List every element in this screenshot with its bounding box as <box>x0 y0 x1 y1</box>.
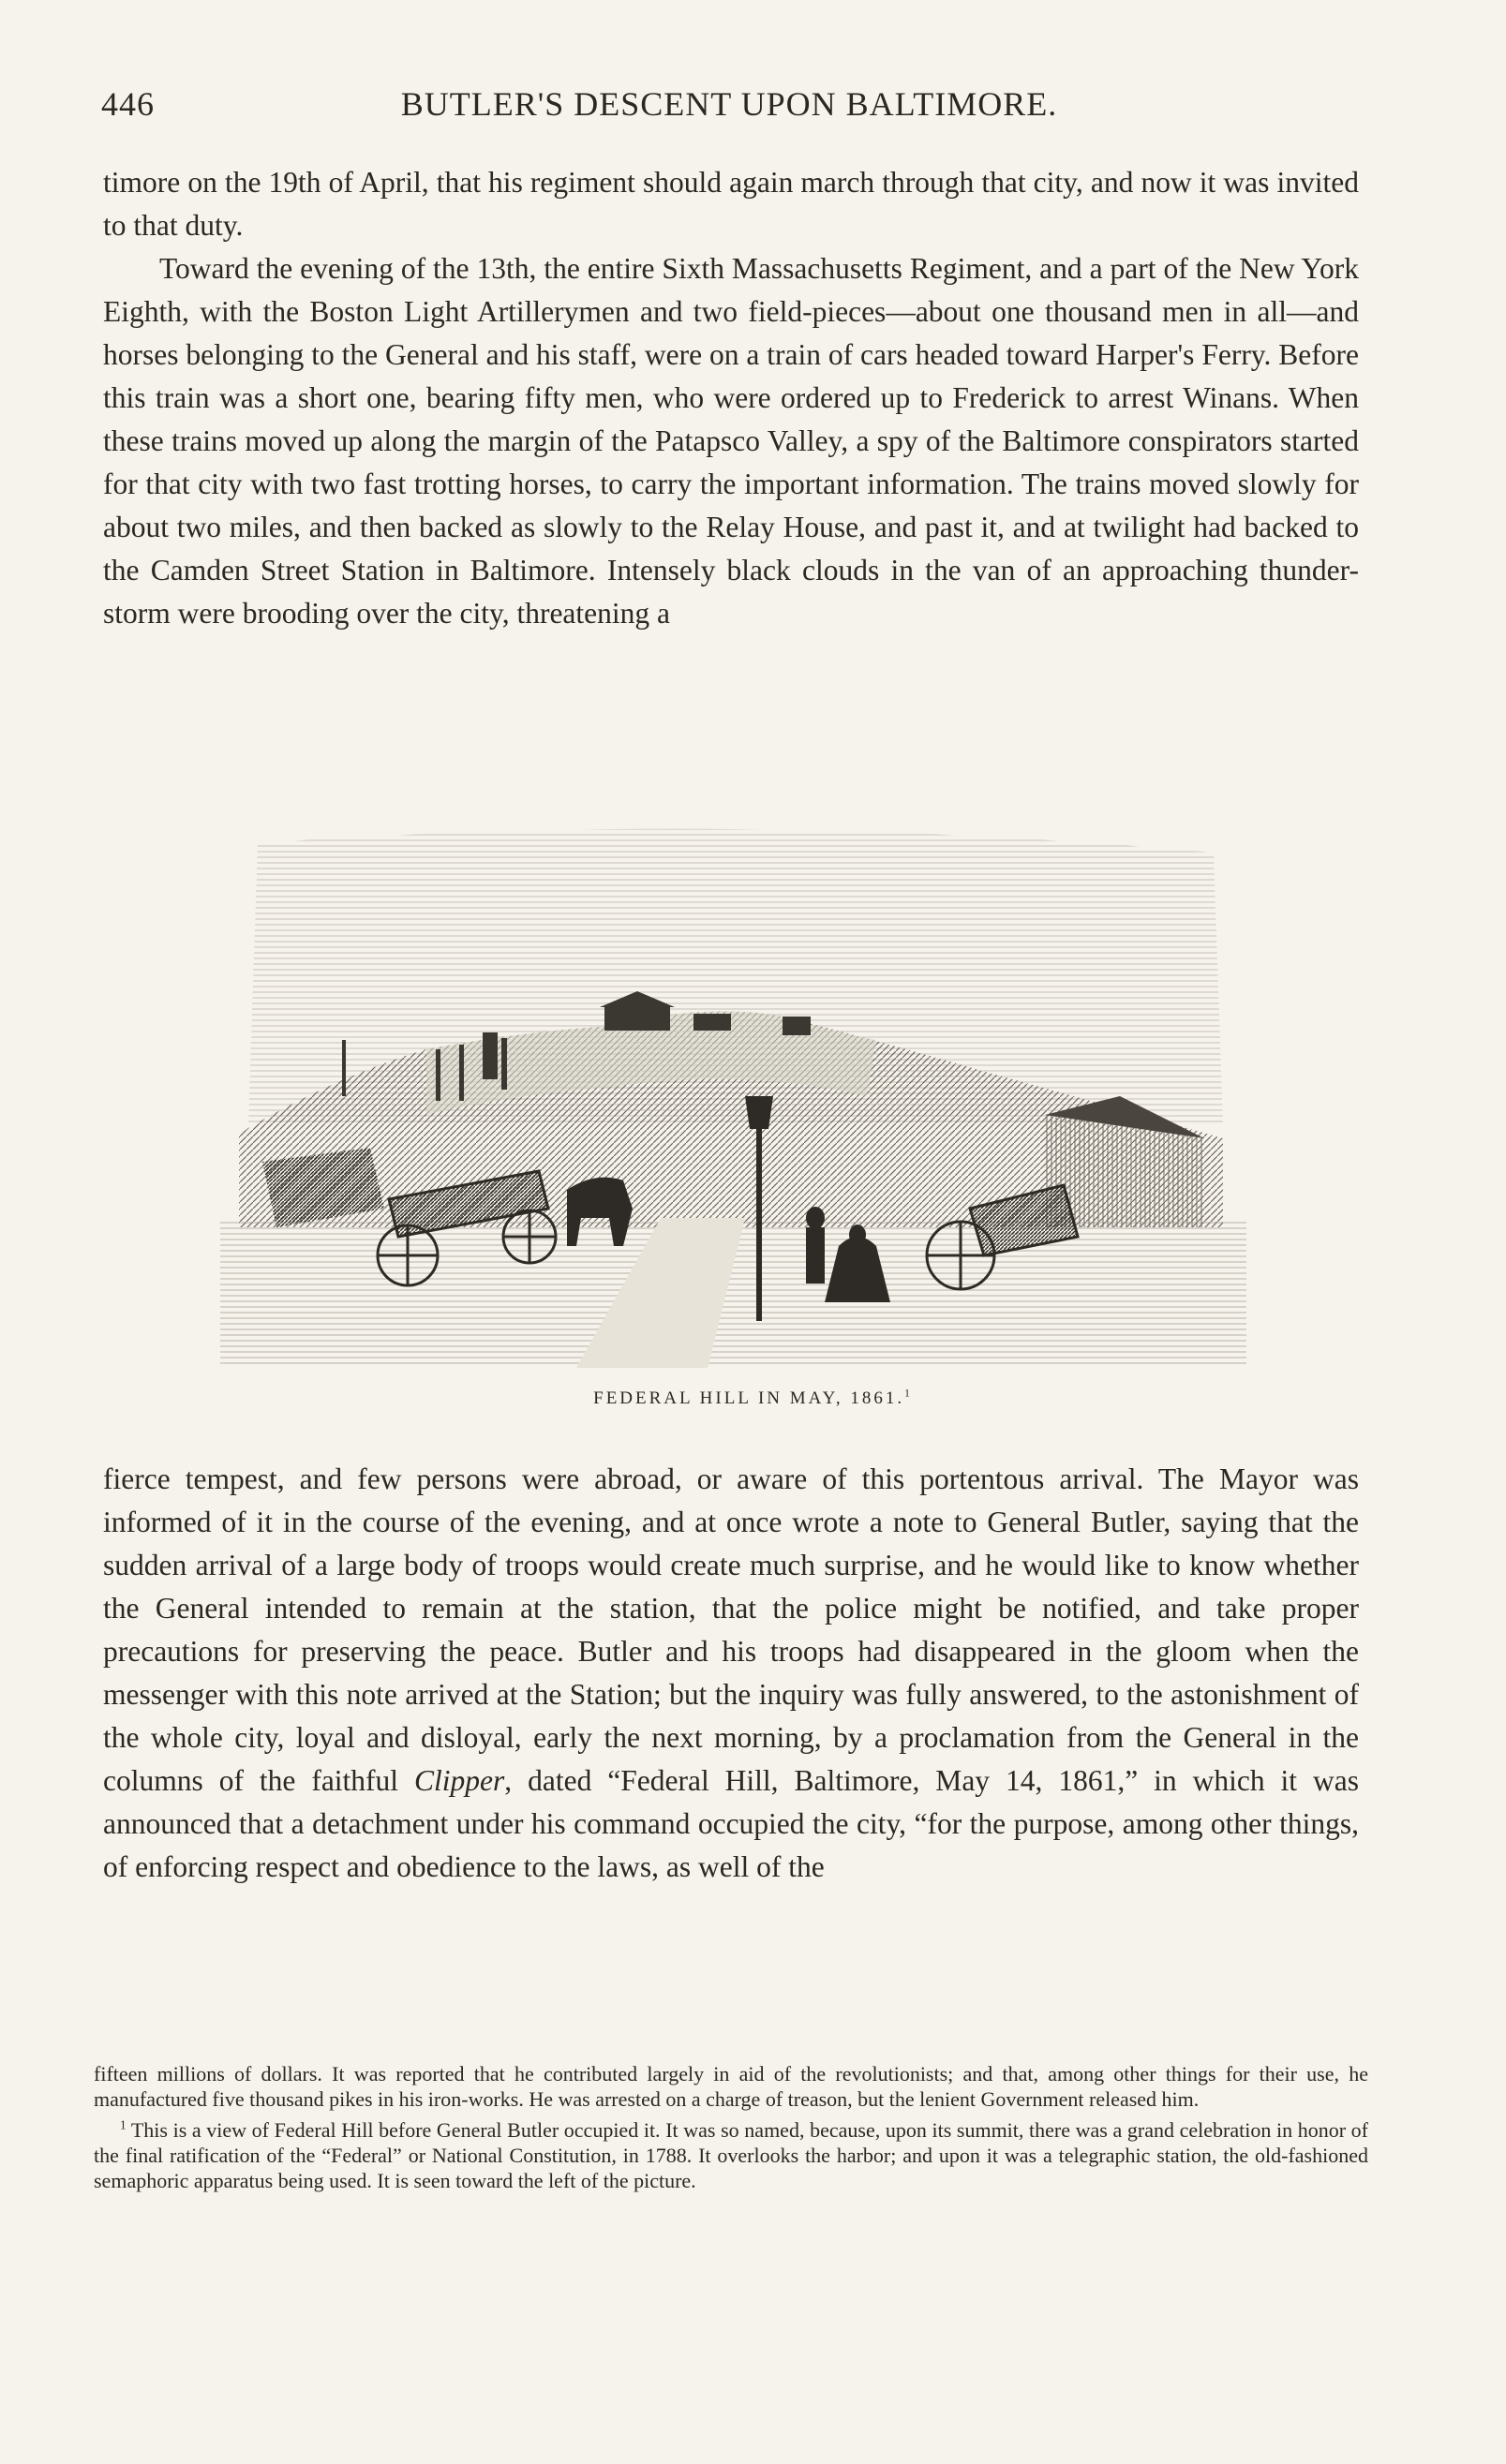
paragraph-continued-2 <box>103 1458 1359 1889</box>
newspaper-title: Clipper <box>414 1764 505 1797</box>
footnote-1-marker: 1 <box>120 2117 127 2132</box>
text-run: fierce tempest, and few persons were abroad, or aware of this portentous arrival. The Mayor was informed of it in the course of the evening, and at once wrote a note to General Butler, saying that the sudden arrival of a large body of troops would create much surprise, and he would like to know whether the General intended to remain at the station, that the police might be notified, and take proper precautions for preserving the peace. Butler and his troops had disappeared in the gloom when the messenger with this note arrived at the Station; but the inquiry was fully answered, to the astonishment of the whole city, loyal and disloyal, early the next morning, by a proclamation from the General in the columns of the faithful <box>103 1462 1359 1797</box>
text-run-2: , dated “Federal Hill, Baltimore, May 14, 1861,” in which it was announced that a detachment under his command occupied the city, “for the purpose, among other things, of enforcing respect and obedience to the laws, as well of the <box>103 1764 1359 1883</box>
paragraph-continued: timore on the 19th of April, that his regiment should again march through that city, and now it was invited to that duty. <box>103 166 1359 242</box>
figure-caption <box>0 1388 1506 1409</box>
body-text-top <box>103 161 1359 635</box>
footnote-1 <box>94 2117 1368 2193</box>
footnotes <box>94 2061 1368 2199</box>
page-header <box>101 84 1357 131</box>
footnote-marker: 1 <box>904 1388 913 1400</box>
paragraph: Toward the evening of the 13th, the entire Sixth Massachusetts Regiment, and a part of the New York Eighth, with the Boston Light Artillerymen and two field-pieces—about one thousand men in all—and horses belonging to the General and his staff, were on a train of cars headed toward Harper's Ferry. Before this train was a short one, bearing fifty men, who were ordered up to Frederick to arrest Winans. When these trains moved up along the margin of the Patapsco Valley, a spy of the Baltimore conspirators started for that city with two fast trotting horses, to carry the important information. The trains moved slowly for about two miles, and then backed as slowly to the Relay House, and past it, and at twilight had backed to the Camden Street Station in Baltimore. Intensely black clouds in the van of an approaching thunder-storm were brooding over the city, threatening a <box>103 252 1359 630</box>
caption-text: FEDERAL HILL IN MAY, 1861. <box>593 1388 905 1408</box>
footnote-1-text: This is a view of Federal Hill before General Butler occupied it. It was so named, because, upon its summit, there was a grand celebration in honor of the final ratification of the “Federal” or National Constitution, in 1788. It overlooks the harbor; and upon it was a telegraphic station, the old-fashioned semaphoric apparatus being used. It is seen toward the left of the picture. <box>94 2118 1368 2192</box>
illustration-federal-hill <box>220 815 1246 1368</box>
footnote-continued: fifteen millions of dollars. It was reported that he contributed largely in aid of the revolutionists; and that, among other things for their use, he manufactured five thousand pikes in his iron-works. He was arrested on a charge of treason, but the lenient Government released him. <box>94 2062 1368 2111</box>
body-text-bottom <box>103 1458 1359 1889</box>
running-title: BUTLER'S DESCENT UPON BALTIMORE. <box>400 85 1058 123</box>
page-number: 446 <box>101 85 155 123</box>
